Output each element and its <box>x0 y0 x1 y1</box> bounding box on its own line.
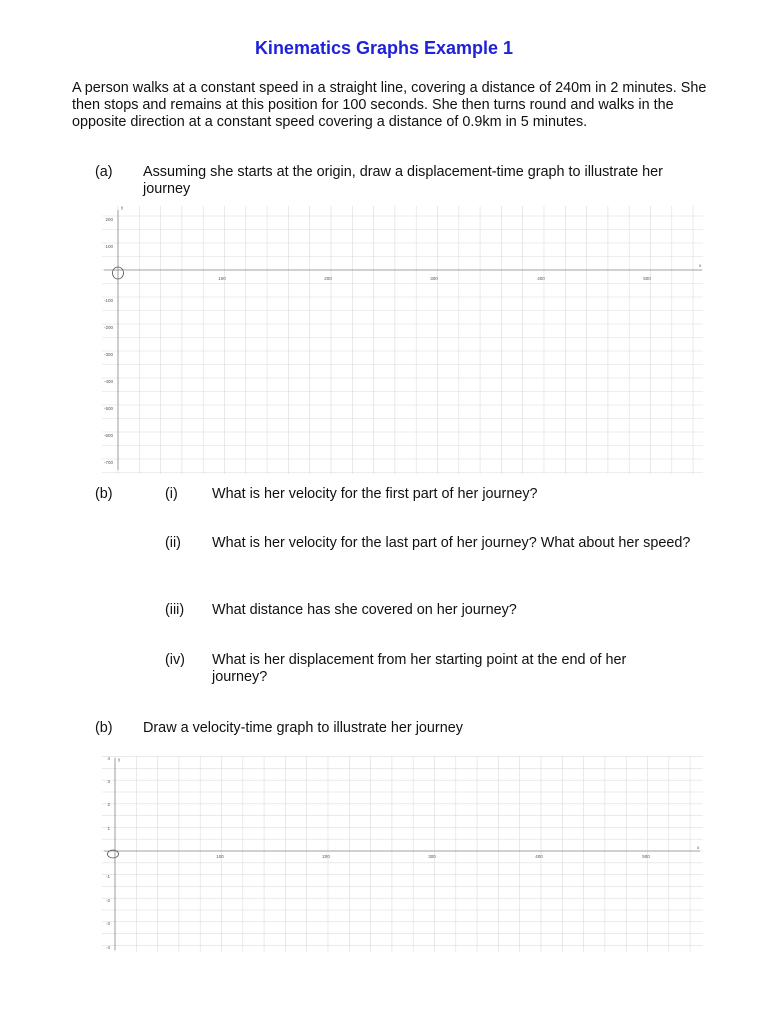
y-tick-label: -600 <box>103 433 113 438</box>
question-number: (iv) <box>165 652 185 668</box>
x-tick-label: 500 <box>643 276 651 281</box>
axes <box>104 757 700 950</box>
x-tick-label: 400 <box>537 276 545 281</box>
y-tick-label: 4 <box>107 756 110 761</box>
part-c-label: (b) <box>95 720 113 736</box>
y-tick-label: -300 <box>103 352 113 357</box>
question-text: What is her velocity for the first part of her journey? <box>212 486 538 502</box>
y-tick-label: -700 <box>103 460 113 465</box>
velocity-time-grid[interactable] <box>100 754 705 954</box>
x-tick-label: 100 <box>218 276 226 281</box>
problem-statement: A person walks at a constant speed in a straight line, covering a distance of 240m in 2 minutes. She then stops and remains at this position for 100 seconds. She then turns round and walks in the opposite direction at a constant speed covering a distance of 0.9km in 5 minutes. <box>72 80 707 130</box>
part-b-label: (b) <box>95 486 113 502</box>
part-c-question: Draw a velocity-time graph to illustrate her journey <box>143 720 463 736</box>
question-number: (ii) <box>165 535 181 551</box>
y-tick-label: 1 <box>107 826 110 831</box>
y-tick-label: -200 <box>103 325 113 330</box>
grid-lines <box>102 206 703 474</box>
x-tick-label: 500 <box>642 854 650 859</box>
part-a-question: Assuming she starts at the origin, draw a displacement-time graph to illustrate her journey <box>143 164 663 197</box>
x-tick-label: 300 <box>430 276 438 281</box>
y-tick-label: -500 <box>103 406 113 411</box>
page-title: Kinematics Graphs Example 1 <box>254 38 514 58</box>
x-tick-label: 200 <box>324 276 332 281</box>
displacement-time-grid[interactable] <box>100 204 705 476</box>
y-tick-label: 200 <box>105 217 113 222</box>
y-tick-label: -100 <box>103 298 113 303</box>
x-axis-label: x <box>699 263 702 268</box>
part-a-label: (a) <box>95 164 113 180</box>
question-text: What is her displacement from her starting point at the end of her journey? <box>212 652 627 685</box>
x-tick-label: 300 <box>428 854 436 859</box>
y-tick-label: -3 <box>105 921 110 926</box>
x-tick-label: 200 <box>322 854 330 859</box>
y-tick-label: -1 <box>105 874 110 879</box>
grid-lines <box>102 756 703 952</box>
y-axis-label: y <box>118 757 121 762</box>
y-tick-label: -4 <box>105 945 110 950</box>
y-axis-label: y <box>121 205 124 210</box>
y-tick-label: 100 <box>105 244 113 249</box>
y-tick-label: -400 <box>103 379 113 384</box>
y-tick-label: -2 <box>105 898 110 903</box>
question-number: (i) <box>165 486 178 502</box>
question-text: What is her velocity for the last part of her journey? What about her speed? <box>212 535 691 551</box>
x-tick-label: 100 <box>216 854 224 859</box>
question-number: (iii) <box>165 602 185 618</box>
x-axis-label: x <box>697 845 700 850</box>
y-tick-label: 2 <box>107 802 110 807</box>
x-tick-label: 400 <box>535 854 543 859</box>
question-text: What distance has she covered on her journey? <box>212 602 517 618</box>
y-tick-label: 3 <box>107 779 110 784</box>
